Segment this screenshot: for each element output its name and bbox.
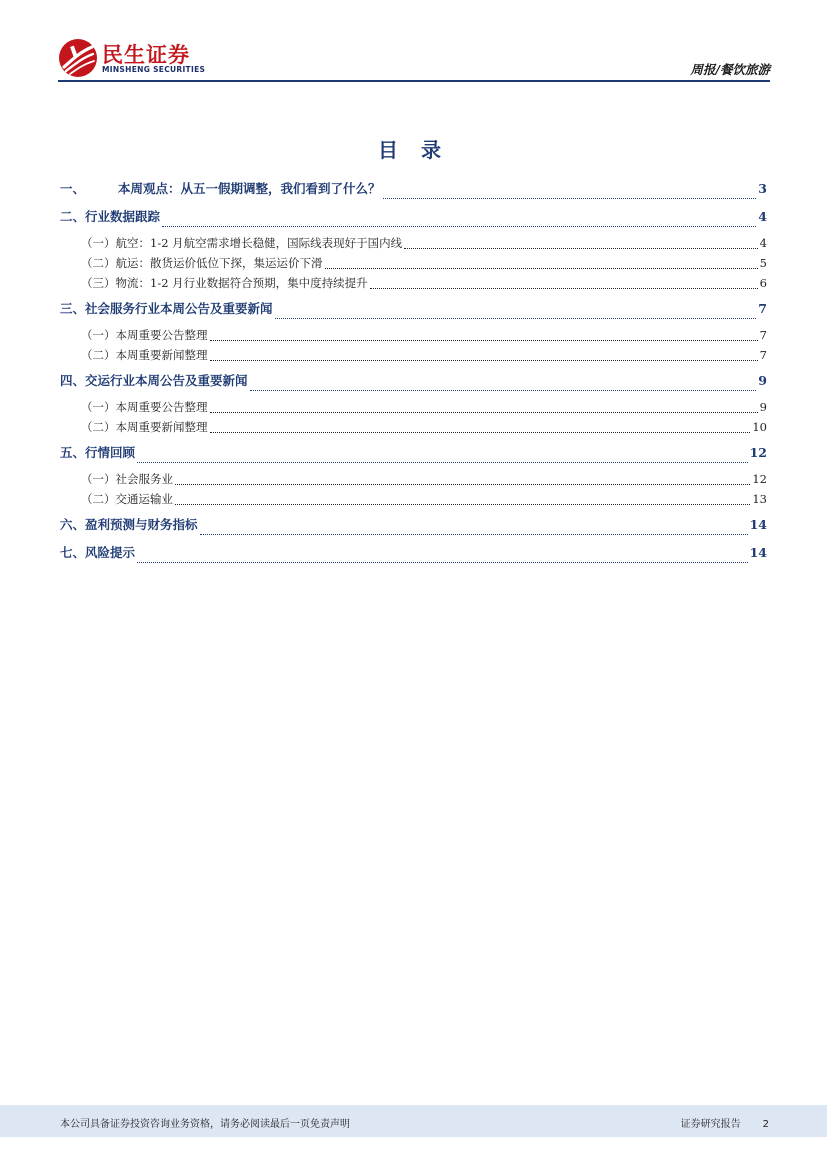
toc-section-entry[interactable]	[60, 179, 767, 207]
toc-subsection-entry[interactable]	[60, 253, 767, 273]
table-of-contents	[60, 179, 767, 571]
toc-entry-label: 航运：散货运价低位下探，集运运价下滑	[115, 256, 323, 270]
toc-subsection-entry[interactable]	[60, 325, 767, 345]
toc-entry-page: 6	[759, 276, 767, 290]
toc-entry-number: （三）	[81, 276, 116, 290]
toc-entry-number: （一）	[81, 236, 116, 250]
toc-leader-dots	[175, 503, 750, 505]
toc-entry-number: （二）	[81, 348, 116, 362]
toc-entry-label: 盈利预测与财务指标	[85, 517, 198, 532]
toc-entry-page: 5	[759, 256, 767, 270]
toc-entry-label: 本周重要新闻整理	[115, 348, 208, 362]
toc-title: 目 录	[378, 138, 449, 162]
toc-entry-page: 7	[759, 328, 767, 342]
page-number: 2	[762, 1119, 769, 1130]
toc-entry-label: 社会服务行业本周公告及重要新闻	[85, 301, 273, 316]
toc-entry-page: 4	[758, 209, 767, 224]
toc-entry-number: （二）	[81, 256, 116, 270]
toc-entry-page: 3	[758, 181, 767, 196]
toc-entry-page: 7	[758, 301, 767, 316]
toc-entry-page: 10	[752, 420, 767, 434]
toc-subsection-entry[interactable]	[60, 417, 767, 437]
toc-entry-number: 一、	[60, 181, 86, 196]
toc-entry-number: （一）	[81, 400, 116, 414]
toc-subsection-entry[interactable]	[60, 489, 767, 509]
footer-doc-type: 证券研究报告	[680, 1119, 741, 1130]
toc-entry-number: 五、	[60, 445, 86, 460]
toc-subsection-entry[interactable]	[60, 397, 767, 417]
toc-leader-dots	[210, 431, 751, 433]
toc-subsection-entry[interactable]	[60, 233, 767, 253]
toc-entry-page: 14	[749, 545, 767, 560]
toc-entry-label: 本周重要公告整理	[115, 400, 208, 414]
toc-entry-page: 9	[759, 400, 767, 414]
footer-disclaimer: 本公司具备证券投资咨询业务资格，请务必阅读最后一页免责声明	[60, 1119, 350, 1130]
toc-entry-number: （二）	[81, 420, 116, 434]
toc-entry-label: 交通运输业	[115, 492, 173, 506]
toc-leader-dots	[162, 225, 756, 227]
toc-entry-label: 物流：1-2 月行业数据符合预期，集中度持续提升	[115, 276, 368, 290]
toc-entry-label: 行业数据跟踪	[85, 209, 161, 224]
toc-entry-page: 9	[758, 373, 767, 388]
toc-entry-page: 12	[749, 445, 767, 460]
toc-entry-label: 风险提示	[85, 545, 136, 560]
toc-leader-dots	[275, 317, 757, 319]
toc-entry-label: 本周重要公告整理	[115, 328, 208, 342]
toc-leader-dots	[210, 359, 758, 361]
toc-entry-page: 14	[749, 517, 767, 532]
toc-entry-page: 4	[759, 236, 767, 250]
toc-leader-dots	[383, 197, 757, 199]
minsheng-logo-icon	[58, 38, 98, 78]
toc-entry-number: （二）	[81, 492, 116, 506]
toc-entry-label: 交运行业本周公告及重要新闻	[85, 373, 248, 388]
toc-subsection-entry[interactable]	[60, 273, 767, 293]
toc-entry-number: 二、	[60, 209, 86, 224]
toc-leader-dots	[175, 483, 750, 485]
toc-section-entry[interactable]	[60, 299, 767, 327]
toc-leader-dots	[325, 267, 758, 269]
toc-leader-dots	[200, 533, 748, 535]
toc-leader-dots	[210, 411, 758, 413]
toc-leader-dots	[137, 561, 748, 563]
footer-right	[681, 1115, 769, 1130]
logo-chinese-name: 民生证券	[102, 43, 190, 67]
toc-section-entry[interactable]	[60, 515, 767, 543]
toc-entry-label: 航空：1-2 月航空需求增长稳健，国际线表现好于国内线	[115, 236, 403, 250]
report-type-label: 周报/餐饮旅游	[690, 62, 770, 77]
toc-entry-label: 本周观点：从五一假期调整，我们看到了什么？	[118, 181, 381, 196]
toc-subsection-entry[interactable]	[60, 345, 767, 365]
logo-english-name: MINSHENG SECURITIES	[102, 65, 206, 74]
toc-entry-label: 本周重要新闻整理	[115, 420, 208, 434]
toc-entry-number: 六、	[60, 517, 86, 532]
toc-leader-dots	[370, 287, 758, 289]
toc-leader-dots	[137, 461, 748, 463]
page-header	[58, 38, 770, 82]
toc-entry-number: （一）	[81, 472, 116, 486]
toc-entry-label: 行情回顾	[85, 445, 136, 460]
toc-entry-label: 社会服务业	[115, 472, 173, 486]
toc-entry-page: 12	[752, 472, 767, 486]
toc-subsection-entry[interactable]	[60, 469, 767, 489]
toc-leader-dots	[404, 247, 758, 249]
toc-entry-page: 7	[759, 348, 767, 362]
toc-entry-number: （一）	[81, 328, 116, 342]
toc-section-entry[interactable]	[60, 207, 767, 235]
toc-section-entry[interactable]	[60, 371, 767, 399]
toc-section-entry[interactable]	[60, 443, 767, 471]
toc-entry-number: 三、	[60, 301, 86, 316]
toc-entry-number: 七、	[60, 545, 86, 560]
header-divider	[58, 80, 770, 82]
toc-leader-dots	[210, 339, 758, 341]
toc-entry-page: 13	[752, 492, 767, 506]
toc-section-entry[interactable]	[60, 543, 767, 571]
toc-entry-number: 四、	[60, 373, 86, 388]
toc-leader-dots	[250, 389, 757, 391]
